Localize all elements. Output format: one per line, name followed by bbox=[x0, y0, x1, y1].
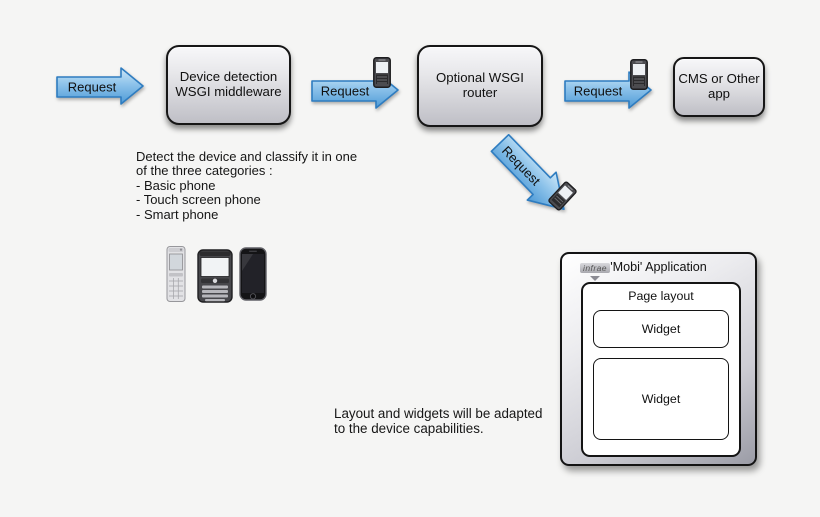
request-arrow-diagonal bbox=[486, 134, 586, 226]
page-layout-box bbox=[581, 282, 741, 457]
mobile-phone-icon bbox=[373, 57, 391, 88]
widget-label: Widget bbox=[641, 392, 681, 406]
detect-note-line: - Touch screen phone bbox=[136, 192, 261, 208]
optional-wsgi-router-node bbox=[417, 45, 543, 127]
mobi-application-title: 'Mobi' Application bbox=[610, 260, 707, 274]
detect-note-line: Detect the device and classify it in one bbox=[136, 149, 358, 164]
mobi-application-frame bbox=[560, 252, 757, 466]
node-label-line: app bbox=[707, 86, 730, 101]
infrae-logo-text: infrae bbox=[580, 263, 610, 273]
infrae-logo-triangle-icon bbox=[590, 276, 600, 281]
adaptation-note-line: to the device capabilities. bbox=[334, 421, 484, 436]
detect-note-line: - Basic phone bbox=[136, 177, 216, 193]
widget-box-top bbox=[593, 310, 729, 348]
request-arrow-1 bbox=[56, 66, 146, 106]
mobile-phone-icon bbox=[630, 59, 648, 90]
detect-note-line: - Smart phone bbox=[136, 206, 219, 222]
touch-screen-phone-icon bbox=[197, 249, 233, 303]
adaptation-note-line: Layout and widgets will be adapted bbox=[334, 406, 543, 421]
widget-box-bottom bbox=[593, 358, 729, 440]
detect-note-line: of the three categories : bbox=[136, 163, 273, 179]
request-arrow-diagonal-label: Request bbox=[498, 143, 544, 189]
node-label-line: Device detection bbox=[179, 69, 278, 85]
widget-label: Widget bbox=[641, 322, 681, 336]
node-label-line: CMS or Other bbox=[678, 71, 760, 87]
cms-or-other-app-node bbox=[673, 57, 765, 117]
smart-phone-icon bbox=[239, 247, 267, 301]
basic-phone-icon bbox=[166, 245, 186, 303]
device-detection-middleware-node bbox=[166, 45, 291, 125]
request-arrow-2-label: Request bbox=[320, 83, 370, 99]
page-layout-label: Page layout bbox=[628, 289, 694, 303]
detect-note bbox=[136, 150, 357, 222]
node-label-line: Optional WSGI router bbox=[436, 70, 524, 100]
adaptation-note bbox=[334, 406, 542, 436]
request-arrow-3-label: Request bbox=[573, 83, 623, 99]
request-arrow-1-label: Request bbox=[67, 79, 117, 95]
node-label-line: WSGI middleware bbox=[175, 84, 282, 99]
